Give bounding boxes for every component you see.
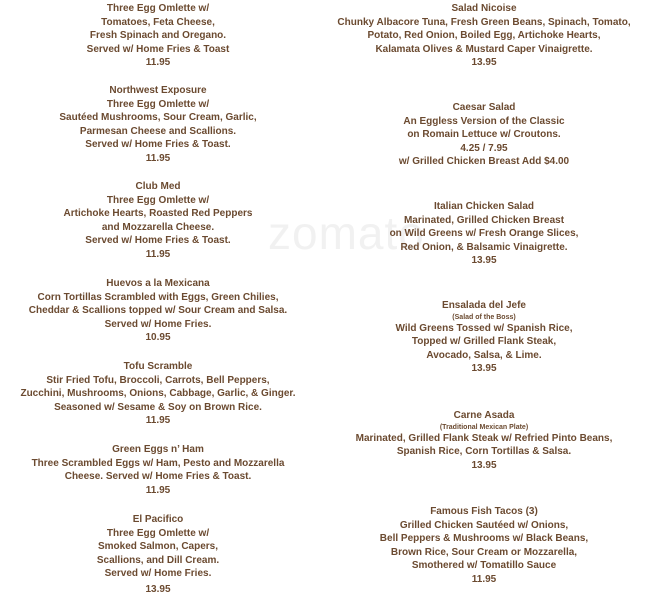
item-title: El Pacifico bbox=[132, 514, 184, 525]
item-line: Scallions, and Dill Cream. bbox=[96, 554, 220, 566]
item-line: Served w/ Home Fries & Toast bbox=[86, 43, 230, 55]
item-line: Cheese. Served w/ Home Fries & Toast. bbox=[64, 471, 252, 483]
item-price: 11.95 bbox=[145, 415, 171, 427]
item-price: 13.95 bbox=[471, 363, 497, 375]
menu-item bbox=[318, 299, 650, 376]
item-line: Three Egg Omlette w/ bbox=[106, 194, 210, 206]
item-price: 13.95 bbox=[471, 255, 497, 267]
item-line: Spanish Rice, Corn Tortillas & Salsa. bbox=[396, 446, 572, 458]
item-line: Served w/ Home Fries. bbox=[104, 318, 212, 330]
item-title: Ensalada del Jefe bbox=[442, 300, 526, 311]
item-line: Avocado, Salsa, & Lime. bbox=[426, 349, 542, 361]
item-line: Smothered w/ Tomatillo Sauce bbox=[411, 560, 557, 572]
item-title: Green Eggs n’ Ham bbox=[112, 444, 204, 455]
item-line: Topped w/ Grilled Flank Steak, bbox=[411, 336, 557, 348]
watermark: zomato bbox=[268, 207, 425, 259]
item-line: Stir Fried Tofu, Broccoli, Carrots, Bell Peppers, bbox=[46, 374, 270, 386]
item-line: Bell Peppers & Mushrooms w/ Black Beans, bbox=[379, 533, 589, 545]
item-line: Corn Tortillas Scrambled with Eggs, Green Chilies, bbox=[37, 291, 279, 303]
menu-item bbox=[0, 84, 316, 166]
item-title: Caesar Salad bbox=[452, 102, 516, 113]
item-line: An Eggless Version of the Classic bbox=[403, 115, 565, 127]
item-line: Seasoned w/ Sesame & Soy on Brown Rice. bbox=[54, 401, 262, 413]
item-line: Three Egg Omlette w/ bbox=[106, 98, 210, 110]
item-line: Served w/ Home Fries & Toast. bbox=[85, 235, 231, 247]
item-line: Artichoke Hearts, Roasted Red Peppers bbox=[63, 208, 253, 220]
item-title: Famous Fish Tacos (3) bbox=[430, 506, 538, 517]
item-line: Smoked Salmon, Capers, bbox=[97, 541, 219, 553]
menu-item bbox=[0, 277, 316, 345]
item-title: Carne Asada bbox=[453, 410, 515, 421]
item-line: Marinated, Grilled Chicken Breast bbox=[403, 214, 565, 226]
menu-item bbox=[318, 505, 650, 587]
item-line: Parmesan Cheese and Scallions. bbox=[79, 125, 237, 137]
item-subtitle: (Traditional Mexican Plate) bbox=[439, 423, 529, 431]
item-line: Kalamata Olives & Mustard Caper Vinaigrette. bbox=[375, 43, 593, 55]
menu-item bbox=[318, 2, 650, 70]
item-line: Fresh Spinach and Oregano. bbox=[89, 30, 227, 42]
item-title: Salad Nicoise bbox=[451, 3, 517, 14]
item-line: Three Egg Omlette w/ bbox=[106, 3, 210, 14]
menu-item bbox=[0, 360, 316, 428]
item-price: 10.95 bbox=[145, 332, 171, 344]
item-line: Grilled Chicken Sautéed w/ Onions, bbox=[399, 519, 569, 531]
item-line: w/ Grilled Chicken Breast Add $4.00 bbox=[398, 156, 570, 168]
menu-item bbox=[318, 409, 650, 472]
menu-item bbox=[0, 180, 316, 262]
item-line: Three Scrambled Eggs w/ Ham, Pesto and Mozzarella bbox=[31, 457, 285, 469]
item-line: Red Onion, & Balsamic Vinaigrette. bbox=[400, 241, 568, 253]
item-price: 11.95 bbox=[471, 573, 497, 585]
menu-item bbox=[0, 2, 316, 70]
item-line: Cheddar & Scallions topped w/ Sour Cream and Salsa. bbox=[28, 305, 288, 317]
item-title: Huevos a la Mexicana bbox=[106, 278, 210, 289]
item-title: Club Med bbox=[135, 181, 181, 192]
menu-item bbox=[318, 200, 650, 268]
item-price: 4.25 / 7.95 bbox=[460, 142, 508, 154]
item-title: Italian Chicken Salad bbox=[433, 201, 535, 212]
item-line: Served w/ Home Fries & Toast. bbox=[85, 139, 231, 151]
item-line: on Wild Greens w/ Fresh Orange Slices, bbox=[389, 228, 579, 240]
item-line: Sautéed Mushrooms, Sour Cream, Garlic, bbox=[59, 112, 257, 124]
item-price: 11.95 bbox=[145, 248, 171, 260]
item-line: Zucchini, Mushrooms, Onions, Cabbage, Garlic, & Ginger. bbox=[20, 388, 296, 400]
item-price: 11.95 bbox=[145, 484, 171, 496]
menu-item bbox=[318, 101, 650, 169]
item-line: Tomatoes, Feta Cheese, bbox=[101, 16, 215, 28]
item-line: on Romain Lettuce w/ Croutons. bbox=[407, 129, 561, 141]
item-title: Tofu Scramble bbox=[123, 361, 193, 372]
item-line: and Mozzarella Cheese. bbox=[101, 221, 215, 233]
item-line: Marinated, Grilled Flank Steak w/ Refried Pinto Beans, bbox=[355, 432, 613, 444]
menu-item bbox=[0, 443, 316, 497]
item-subtitle: (Salad of the Boss) bbox=[452, 313, 516, 321]
item-price: 13.95 bbox=[471, 459, 497, 471]
item-line: Brown Rice, Sour Cream or Mozzarella, bbox=[390, 546, 578, 558]
item-price: 11.95 bbox=[145, 57, 171, 69]
item-line: Three Egg Omlette w/ bbox=[106, 527, 210, 539]
item-line: Wild Greens Tossed w/ Spanish Rice, bbox=[395, 322, 573, 334]
item-price: 13.95 bbox=[471, 57, 497, 69]
item-line: Chunky Albacore Tuna, Fresh Green Beans, Spinach, Tomato, bbox=[337, 16, 631, 28]
item-price: 11.95 bbox=[145, 152, 171, 164]
item-line: Served w/ Home Fries. bbox=[104, 568, 212, 580]
item-price: 13.95 bbox=[145, 583, 171, 595]
item-line: Potato, Red Onion, Boiled Egg, Artichoke Hearts, bbox=[367, 30, 601, 42]
item-title: Northwest Exposure bbox=[109, 85, 207, 96]
menu-item bbox=[0, 513, 316, 597]
